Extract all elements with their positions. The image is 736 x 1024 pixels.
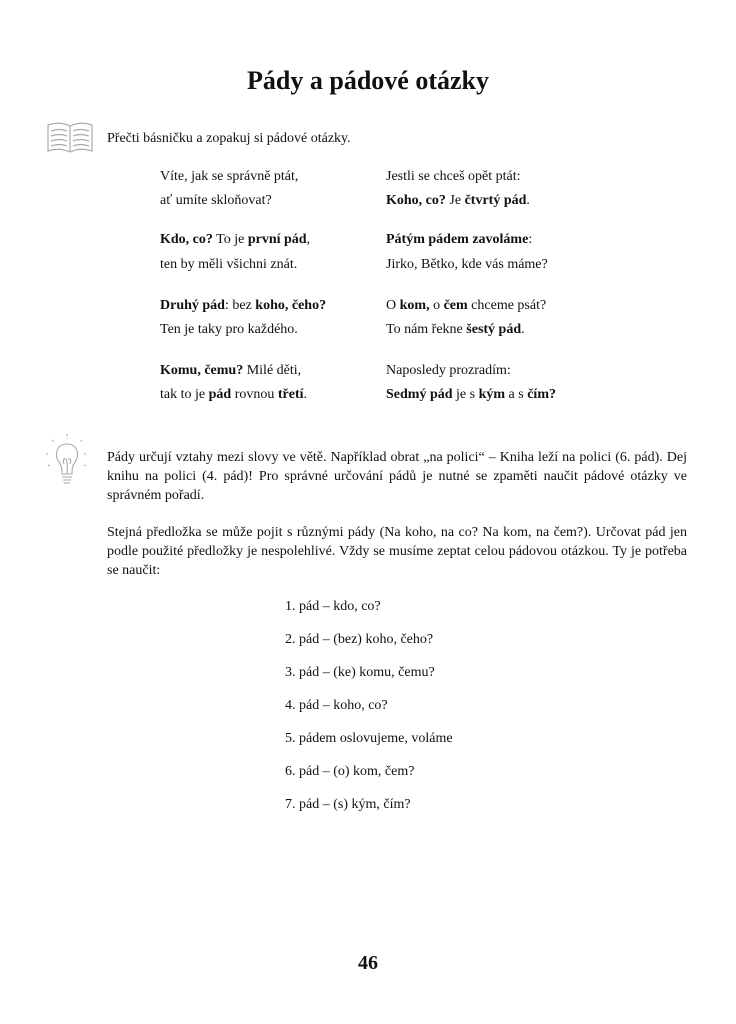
poem-text: Naposledy prozradím: [386,363,511,378]
case-list-item: 5. pádem oslovujeme, voláme [285,731,453,746]
poem-bold-text: Komu, čemu? [160,363,244,378]
case-list-item: 3. pád – (ke) komu, čemu? [285,665,435,680]
poem-text: chceme psát? [467,298,547,313]
poem-text: o [429,298,444,313]
poem-line-right [386,232,532,248]
poem-bold-text: kom, [399,298,430,313]
poem-text: je s [452,387,479,402]
case-list-item: 2. pád – (bez) koho, čeho? [285,632,434,647]
poem-line-right [386,193,530,209]
poem-line-left [160,387,307,403]
poem-text: ať umíte skloňovat? [160,193,272,208]
poem-bold-text: první pád [247,232,307,247]
poem-text: Je [445,193,465,208]
poem-text: : [528,232,533,247]
case-list-item: 7. pád – (s) kým, čím? [285,797,411,812]
instruction-text: Přečti básničku a zopakuj si pádové otázky. [107,131,351,146]
poem-text: To je [212,232,248,247]
poem-bold-text: čem [443,298,468,313]
poem-text: Víte, jak se správně ptát, [160,169,299,184]
poem-line-left [160,193,272,209]
poem-bold-text: Pátým pádem zavoláme [386,232,529,247]
poem-text: Ten je taky pro každého. [160,322,298,337]
open-book-icon [46,121,94,160]
poem-bold-text: Koho, co? [386,193,446,208]
page-number: 46 [358,952,378,974]
poem-line-right [386,387,556,403]
case-list-item: 4. pád – koho, co? [285,698,388,713]
poem-line-right [386,298,546,314]
poem-line-right [386,363,511,379]
poem-text: To nám řekne [386,322,467,337]
poem-line-left [160,298,326,314]
poem-bold-text: třetí [277,387,304,402]
poem-line-right [386,257,548,273]
poem-bold-text: čtvrtý pád [464,193,527,208]
page-title: Pády a pádové otázky [247,66,489,95]
poem-text: , [306,232,311,247]
poem-line-left [160,232,310,248]
poem-line-left [160,322,298,338]
poem-line-left [160,363,301,379]
poem-text: ten by měli všichni znát. [160,257,298,272]
explanation-paragraph: Pády určují vztahy mezi slovy ve větě. Například obrat „na polici“ – Kniha leží na polici (6. pád). Dej knihu na polici (4. pád)! Pro správné určování pádů je nutné se zpaměti naučit pádové otázky ve správném pořadí. [107,450,687,503]
poem-line-left [160,257,297,273]
poem-text: Jirko, Bětko, kde vás máme? [386,257,548,272]
poem-bold-text: Kdo, co? [160,232,213,247]
poem-bold-text: Sedmý pád [386,387,453,402]
poem-line-right [386,322,525,338]
poem-text: . [526,193,530,208]
poem-bold-text: čím? [527,387,556,402]
poem-line-right [386,169,521,185]
poem-text: Milé děti, [243,363,302,378]
case-list-item: 1. pád – kdo, co? [285,599,381,614]
poem-text: rovnou [231,387,278,402]
poem-text: a s [505,387,528,402]
poem-text: O [386,298,400,313]
poem-text: . [303,387,308,402]
poem-line-left [160,169,298,185]
poem-bold-text: pád [208,387,232,402]
preposition-paragraph: Stejná předložka se může pojit s různými pády (Na koho, na co? Na kom, na čem?). Určovat pád jen podle použité předložky je nespolehlivé. Vždy se musíme zeptat celou pádovou otázkou. Ty je potřeba se naučit: [107,525,687,578]
poem-text: . [521,322,525,337]
poem-text: : bez [224,298,256,313]
poem-text: tak to je [160,387,209,402]
poem-bold-text: kým [478,387,506,402]
poem-bold-text: šestý pád [466,322,522,337]
lightbulb-icon [44,432,90,493]
poem-bold-text: koho, čeho? [255,298,327,313]
case-list-item: 6. pád – (o) kom, čem? [285,764,415,779]
poem-bold-text: Druhý pád [160,298,225,313]
poem-text: Jestli se chceš opět ptát: [386,169,521,184]
